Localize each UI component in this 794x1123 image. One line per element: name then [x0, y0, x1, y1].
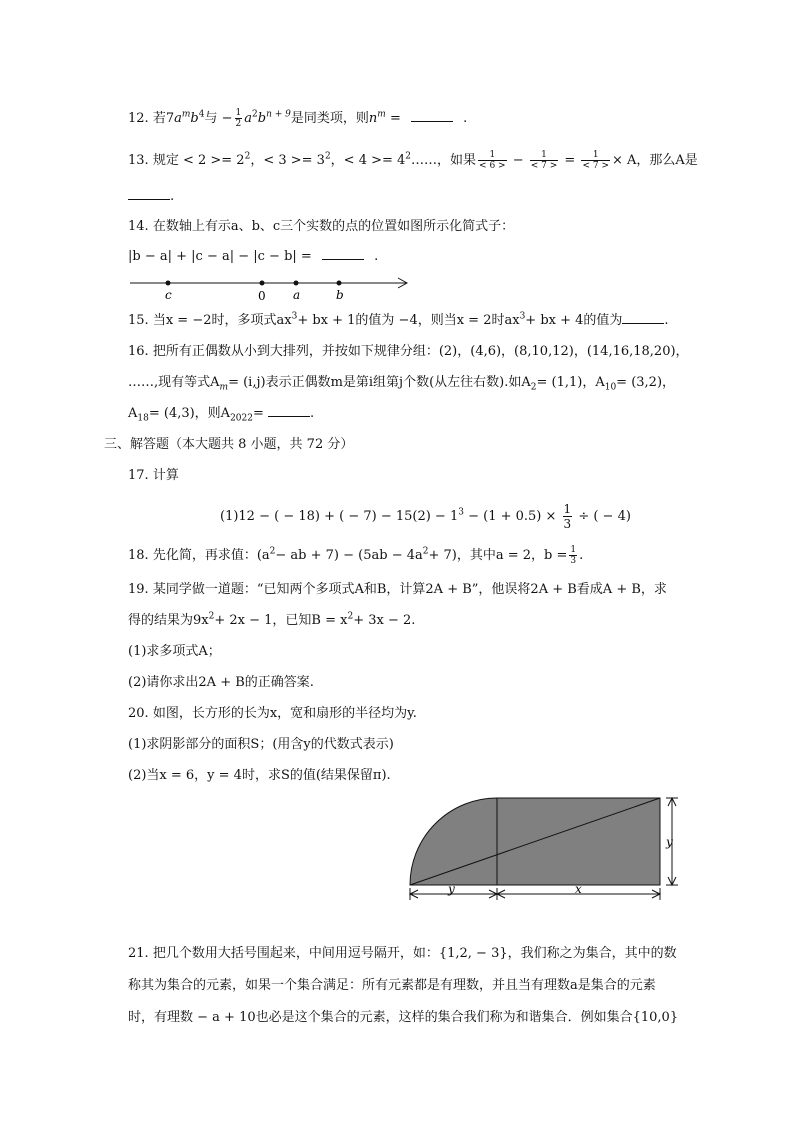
point-zero	[260, 281, 265, 286]
point-c	[166, 281, 171, 286]
answer-blank[interactable]	[622, 323, 664, 324]
label-c: c	[165, 288, 172, 302]
question-19-sub-1: (1)求多项式A；	[128, 644, 221, 659]
label-x-bottom: x	[575, 882, 582, 896]
question-number: 14.	[128, 219, 149, 234]
fraction-1-over-6: $\frac{1}{< 6 >}$	[479, 150, 506, 171]
label-zero: 0	[258, 289, 266, 303]
question-15: 15. 当x = −2时，多项式$ax^3+$ bx + 1的值为 −4，则当x = 2时$ax^3+$ bx + 4的值为 .	[128, 311, 669, 328]
answer-blank[interactable]	[128, 199, 170, 200]
question-12: 12. 若$7a^mb^4$与 − $\frac{1}{2}$ $a^2b^{n + 9}$是同类项，则$n^m$ = .	[128, 108, 468, 129]
answer-blank[interactable]	[411, 121, 453, 122]
question-18: 18. 先化简，再求值：($a^2-$ ab + $7) - (5ab - 4a^2+ 7)$，其中a = 2，b = $\frac{1}{3}$ .	[128, 545, 584, 566]
fraction-one-third: $\frac{1}{3}$	[570, 545, 577, 566]
question-number: 15.	[128, 313, 149, 328]
fraction-1-over-7: $\frac{1}{< 7 >}$	[530, 150, 558, 171]
question-19-sub-2: (2)请你求出2A + B的正确答案.	[128, 675, 314, 690]
question-number: 20.	[128, 706, 149, 721]
number-line	[128, 272, 418, 304]
question-19-line-2: 得的结果为$9x^2+ 2x - 1$，已知$B = x^2+ 3x - 2$.	[128, 611, 416, 628]
question-number: 13.	[128, 153, 149, 168]
question-20-sub-2: (2)当x = 6，y = 4时，求S的值(结果保留π).	[128, 768, 391, 783]
question-20-sub-1: (1)求阴影部分的面积S；(用含y的代数式表示)	[128, 737, 394, 752]
question-21-line-2: 称其为集合的元素，如果一个集合满足：所有元素都是有理数，并且当有理数a是集合的元素	[128, 978, 656, 993]
question-number: 21.	[128, 946, 149, 961]
question-16-line-2: ……,现有等式$A_m= (i,j)$表示正偶数m是第i组第j个数(从左往右数).如$A_2= (1,1)$，$A_{10}= (3,2)$，	[128, 375, 676, 393]
label-a: a	[293, 288, 301, 302]
label-b: b	[336, 288, 344, 302]
question-13-answer-line: .	[128, 188, 174, 206]
question-19: 19. 某同学做一道题：“已知两个多项式A和B，计算2A + B”，他误将2A + B看成A + B，求	[128, 582, 667, 597]
question-number: 18.	[128, 548, 149, 563]
question-14-expression: |b − a| + |c − a| − |c − b| = .	[128, 249, 379, 264]
geometry-figure	[400, 790, 695, 905]
shaded-sector	[410, 798, 497, 885]
fraction-one-third: $\frac{1}{3}$	[563, 502, 572, 531]
label-y-bottom: y	[448, 882, 455, 896]
question-number: 19.	[128, 582, 149, 597]
section-heading: 三、解答题（本大题共 8 小题，共 72 分）	[104, 437, 354, 452]
point-b	[337, 281, 342, 286]
question-13: 13. 规定 < $2 >= 2^2$，< $3 >= 3^2$，< $4 >= 4^2\dots\dots$，如果 $\frac{1}{< 6 >}$ − $\frac{1}{< 7 >}$ = $\frac{1}{< 7 >}$ × A，那么A是	[128, 150, 698, 171]
point-a	[294, 281, 299, 286]
question-17: 17. 计算	[128, 468, 179, 483]
question-16: 16. 把所有正偶数从小到大排列，并按如下规律分组：(2)，(4,6)，(8,10,12)，(14,16,18,20)，	[128, 344, 689, 359]
question-16-line-3: $A_{18}= (4,3)$，则$A_{2022}=$ .	[128, 406, 315, 424]
label-y-right: y	[666, 835, 673, 849]
question-number: 16.	[128, 344, 149, 359]
shaded-rectangle	[497, 798, 660, 885]
question-14: 14. 在数轴上有示a、b、c三个实数的点的位置如图所示化简式子：	[128, 219, 515, 234]
question-17-expression: (1)12 − ( − 18) + ( − $7) - 15(2) - 1^3 - (1 + 0.5)$ × $\frac{1}{3}$ ÷ ( − 4)	[220, 502, 631, 531]
question-20: 20. 如图，长方形的长为x，宽和扇形的半径均为y.	[128, 706, 417, 721]
question-21-line-3: 时，有理数 − a + 10也必是这个集合的元素，这样的集合我们称为和谐集合．例如集合{10,0}	[128, 1010, 679, 1025]
answer-blank[interactable]	[322, 259, 364, 260]
question-21: 21. 把几个数用大括号围起来，中间用逗号隔开，如：{1,2, − 3}，我们称之为集合，其中的数	[128, 946, 677, 961]
question-number: 17.	[128, 468, 149, 483]
answer-blank[interactable]	[268, 416, 310, 417]
fraction-1-over-7-b: $\frac{1}{< 7 >}$	[582, 150, 609, 171]
fraction-half: $\frac{1}{2}$	[235, 108, 242, 129]
question-number: 12.	[128, 111, 149, 126]
